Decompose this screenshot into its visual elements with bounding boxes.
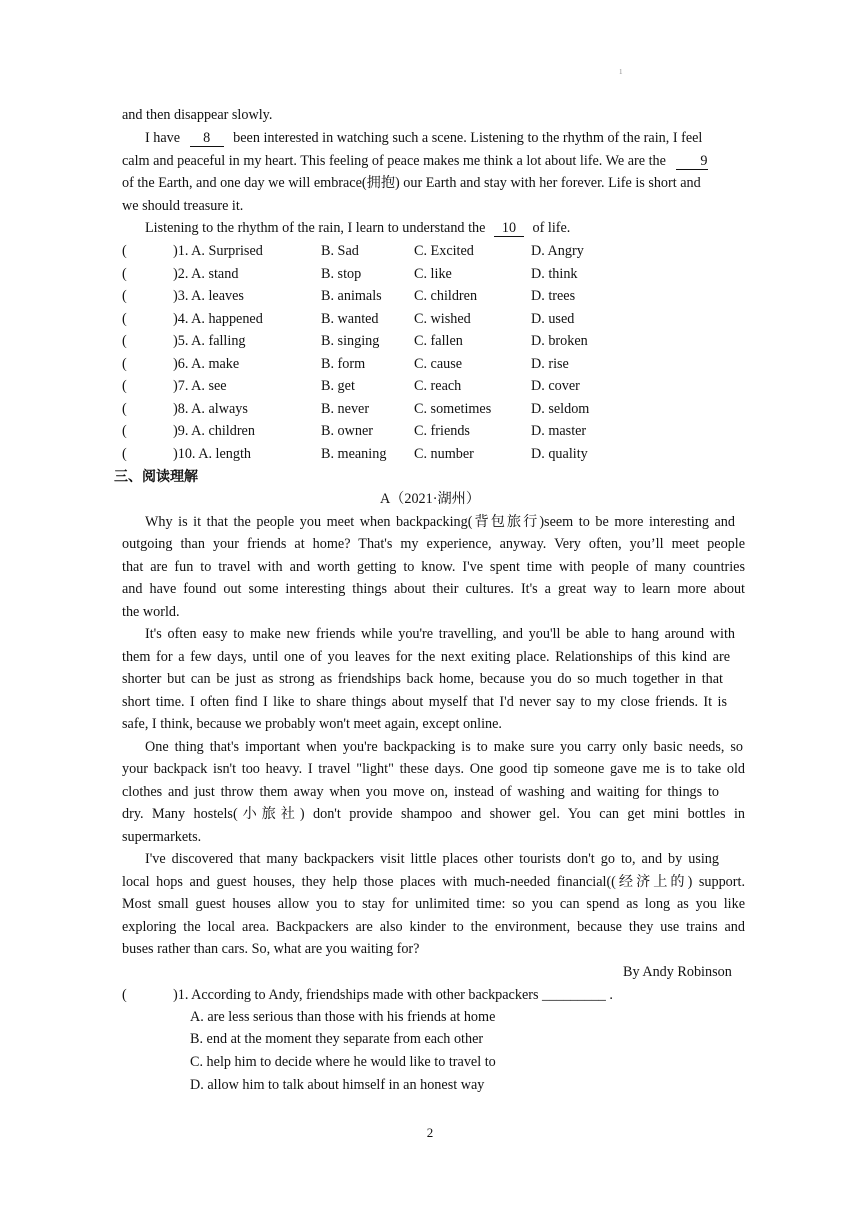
option-b: B. never bbox=[321, 400, 370, 417]
reading-line: dry. Many hostels(小旅社) don't provide shampoo and shower gel. You can get mini bottles in bbox=[122, 806, 745, 822]
passage-text: of life. bbox=[532, 220, 571, 236]
cloze-question-row bbox=[122, 377, 642, 395]
reading-line: It's often easy to make new friends while you're travelling, and you'll be able to hang around with bbox=[145, 626, 735, 642]
option-d: D. trees bbox=[531, 288, 576, 304]
reading-line: One thing that's important when you're backpacking is to make sure you carry only basic needs, so bbox=[145, 739, 743, 755]
reading-line: I've discovered that many backpackers visit little places other tourists don't go to, and by using bbox=[145, 851, 719, 867]
answer-paren[interactable]: ( bbox=[122, 423, 127, 439]
option-c: C. Excited bbox=[414, 243, 474, 259]
passage-line: we should treasure it. bbox=[122, 198, 244, 214]
reading-line: and have found out some interesting things about their cultures. It's a great way to learn more about bbox=[122, 581, 745, 597]
question-option: A. are less serious than those with his friends at home bbox=[190, 1009, 496, 1025]
option-b: B. Sad bbox=[321, 243, 359, 259]
option-b: B. meaning bbox=[321, 445, 387, 462]
reading-line: your backpack isn't too heavy. I travel "light" these days. One good tip someone gave me is to take old bbox=[122, 761, 745, 777]
passage-text: Listening to the rhythm of the rain, I learn to understand the bbox=[145, 220, 486, 236]
passage-line bbox=[122, 152, 708, 170]
passage-text: calm and peaceful in my heart. This feeling of peace makes me think a lot about life. We are the bbox=[122, 153, 666, 169]
reading-line: clothes and just throw them away when you move on, instead of washing and waiting for things to bbox=[122, 784, 719, 800]
reading-title: A（2021·湖州） bbox=[379, 491, 481, 507]
reading-line: shorter but can be just as strong as friendships back home, because you do so much together in that bbox=[122, 671, 723, 687]
option-b: B. animals bbox=[321, 288, 382, 304]
page-number: 2 bbox=[426, 1125, 434, 1140]
option-c: C. wished bbox=[414, 310, 471, 327]
question-stem: )1. According to Andy, friendships made with other backpackers _________ . bbox=[173, 987, 613, 1003]
question-option: B. end at the moment they separate from each other bbox=[190, 1031, 484, 1047]
reading-line: the world. bbox=[122, 604, 180, 620]
question-row bbox=[122, 986, 682, 1004]
option-b: B. get bbox=[321, 378, 355, 394]
passage-line: and then disappear slowly. bbox=[122, 107, 273, 123]
answer-paren[interactable]: ( bbox=[122, 445, 127, 462]
option-a: )2. A. stand bbox=[173, 265, 239, 282]
reading-line: safe, I think, because we probably won't meet again, except online. bbox=[122, 716, 502, 732]
cloze-question-row bbox=[122, 265, 642, 283]
option-c: C. like bbox=[414, 265, 452, 282]
option-c: C. children bbox=[414, 288, 478, 304]
reading-line: them for a few days, until one of you leaves for the next exiting place. Relationships of this kind are bbox=[122, 649, 730, 665]
reading-line: that are fun to travel with and worth getting to know. I've spent time with people of many countries bbox=[122, 559, 745, 575]
reading-line: supermarkets. bbox=[122, 829, 202, 845]
answer-paren[interactable]: ( bbox=[122, 243, 127, 259]
header-mark: 1 bbox=[619, 68, 623, 76]
reading-line: outgoing than your friends at home? That's my experience, anyway. Very often, you’ll meet people bbox=[122, 536, 745, 552]
option-d: D. broken bbox=[531, 333, 588, 349]
cloze-question-row bbox=[122, 445, 642, 463]
option-a: )5. A. falling bbox=[173, 333, 246, 349]
reading-line: exploring the local area. Backpackers are also kinder to the environment, because they use trains and bbox=[122, 919, 745, 935]
option-a: )7. A. see bbox=[173, 378, 227, 394]
answer-paren[interactable]: ( bbox=[122, 310, 127, 327]
answer-paren[interactable]: ( bbox=[122, 987, 127, 1003]
option-d: D. cover bbox=[531, 378, 580, 394]
option-a: )8. A. always bbox=[173, 400, 248, 417]
cloze-question-row bbox=[122, 287, 642, 305]
option-c: C. cause bbox=[414, 355, 463, 372]
option-c: C. sometimes bbox=[414, 400, 492, 417]
answer-paren[interactable]: ( bbox=[122, 265, 127, 282]
option-d: D. seldom bbox=[531, 400, 590, 417]
byline: By Andy Robinson bbox=[623, 964, 732, 980]
option-d: D. master bbox=[531, 423, 587, 439]
passage-line bbox=[145, 129, 702, 147]
cloze-question-row bbox=[122, 355, 642, 373]
reading-line: local hops and guest houses, they help those places with much-needed financial((经济上的) support. bbox=[122, 874, 745, 890]
option-a: )3. A. leaves bbox=[173, 288, 244, 304]
cloze-question-row bbox=[122, 242, 642, 260]
option-b: B. form bbox=[321, 355, 366, 372]
cloze-question-row bbox=[122, 400, 642, 418]
answer-paren[interactable]: ( bbox=[122, 333, 127, 349]
cloze-question-row bbox=[122, 332, 642, 350]
passage-text: I have bbox=[145, 130, 181, 146]
option-c: C. reach bbox=[414, 378, 462, 394]
question-option: D. allow him to talk about himself in an honest way bbox=[190, 1077, 485, 1093]
option-a: )10. A. length bbox=[173, 445, 252, 462]
option-a: )4. A. happened bbox=[173, 310, 263, 327]
option-c: C. number bbox=[414, 445, 474, 462]
section-heading: 三、阅读理解 bbox=[114, 469, 198, 485]
reading-line: Most small guest houses allow you to stay for unlimited time: so you can spend as long as you like bbox=[122, 896, 745, 912]
option-d: D. rise bbox=[531, 355, 569, 372]
reading-line: Why is it that the people you meet when backpacking(背包旅行)seem to be more interesting and bbox=[145, 514, 735, 530]
option-b: B. stop bbox=[321, 265, 362, 282]
question-option: C. help him to decide where he would like to travel to bbox=[190, 1054, 496, 1070]
option-b: B. owner bbox=[321, 423, 374, 439]
reading-line: buses rather than cars. So, what are you waiting for? bbox=[122, 941, 420, 957]
answer-paren[interactable]: ( bbox=[122, 288, 127, 304]
cloze-question-row bbox=[122, 310, 642, 328]
answer-blank: 8 bbox=[190, 131, 224, 147]
option-c: C. friends bbox=[414, 423, 470, 439]
option-b: B. singing bbox=[321, 333, 380, 349]
passage-text: been interested in watching such a scene. Listening to the rhythm of the rain, I feel bbox=[233, 130, 703, 146]
option-d: D. used bbox=[531, 310, 575, 327]
option-d: D. Angry bbox=[531, 243, 584, 259]
option-a: )9. A. children bbox=[173, 423, 255, 439]
passage-line bbox=[145, 219, 570, 237]
option-b: B. wanted bbox=[321, 310, 379, 327]
option-d: D. quality bbox=[531, 445, 588, 462]
answer-blank: 10 bbox=[494, 221, 524, 237]
reading-line: short time. I often find I like to share things about myself that I'd never say to my close friends. It is bbox=[122, 694, 727, 710]
option-d: D. think bbox=[531, 265, 578, 282]
option-a: )1. A. Surprised bbox=[173, 243, 263, 259]
option-a: )6. A. make bbox=[173, 355, 240, 372]
cloze-question-row bbox=[122, 422, 642, 440]
passage-line: of the Earth, and one day we will embrace(拥抱) our Earth and stay with her forever. Life is short and bbox=[122, 175, 701, 191]
answer-paren[interactable]: ( bbox=[122, 400, 127, 417]
option-c: C. fallen bbox=[414, 333, 463, 349]
answer-paren[interactable]: ( bbox=[122, 355, 127, 372]
answer-blank: 9 bbox=[676, 154, 708, 170]
answer-paren[interactable]: ( bbox=[122, 378, 127, 394]
